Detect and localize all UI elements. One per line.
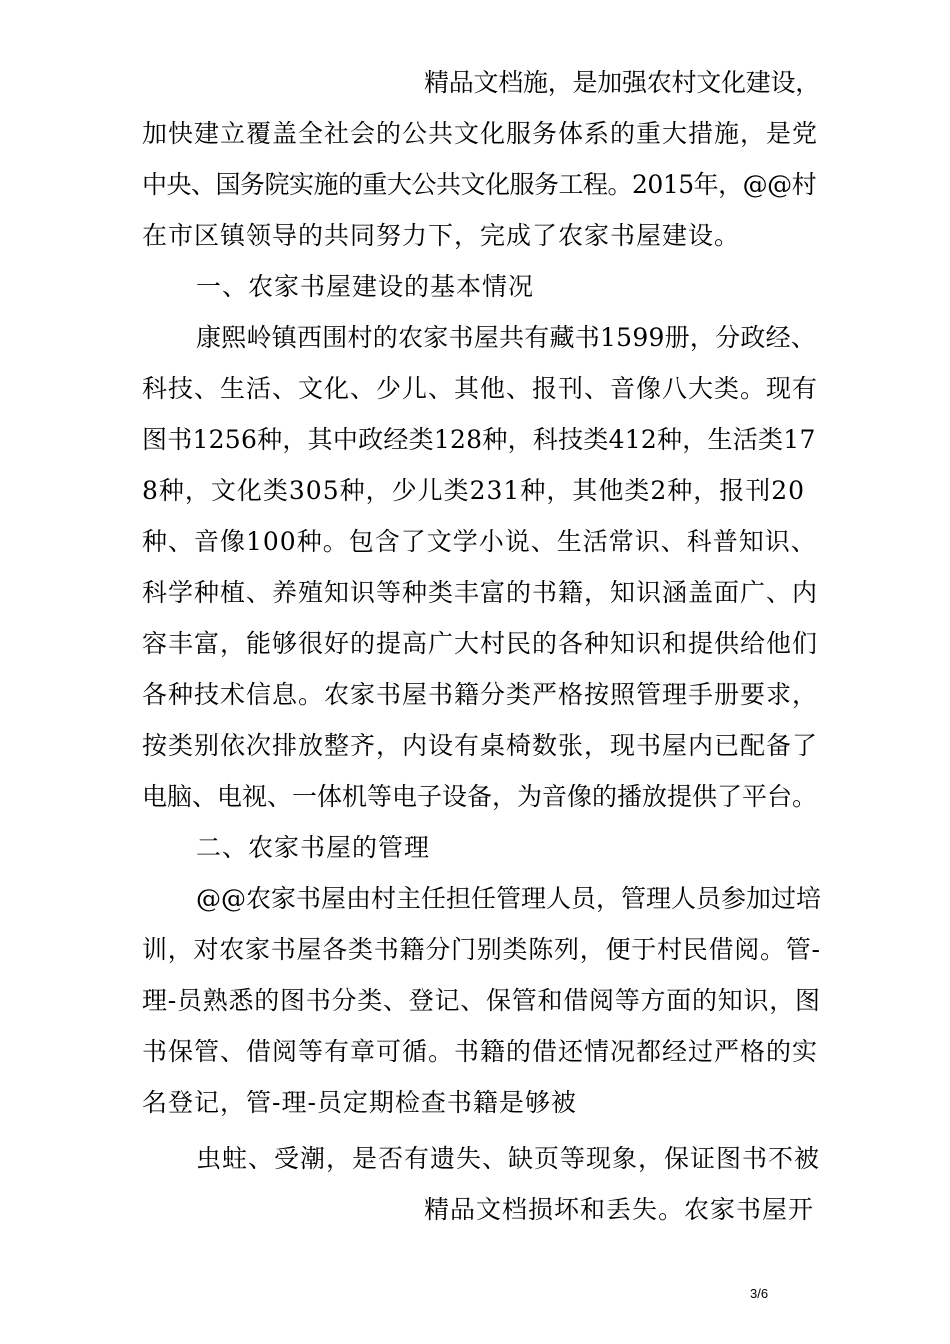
text-line-8: 图书1256种，其中政经类128种，科技类412种，生活类17 xyxy=(142,425,816,454)
text-line-12: 容丰富，能够很好的提高广大村民的各种知识和提供给他们 xyxy=(142,629,819,658)
text-line-10: 种、音像100种。包含了文学小说、生活常识、科普知识、 xyxy=(142,527,817,556)
text-line-22: 虫蛀、受潮，是否有遗失、缺页等现象，保证图书不被 xyxy=(196,1144,821,1173)
page-number: 3/6 xyxy=(750,1286,769,1301)
text-line-13: 各种技术信息。农家书屋书籍分类严格按照管理手册要求， xyxy=(142,680,819,709)
section-heading-2: 二、农家书屋的管理 xyxy=(196,833,431,862)
text-line-11: 科学种植、养殖知识等种类丰富的书籍，知识涵盖面广、内 xyxy=(142,578,819,607)
text-line-14: 按类别依次排放整齐，内设有桌椅数张，现书屋内已配备了 xyxy=(142,731,819,760)
text-line-3: 中央、国务院实施的重大公共文化服务工程。2015年，@@村 xyxy=(142,170,817,199)
text-line-1: 精品文档施，是加强农村文化建设， xyxy=(424,68,821,97)
text-line-6: 康熙岭镇西围村的农家书屋共有藏书1599册，分政经、 xyxy=(196,323,817,352)
text-line-18: 训，对农家书屋各类书籍分门别类陈列，便于村民借阅。管- xyxy=(142,935,821,964)
text-line-23: 精品文档损坏和丢失。农家书屋开 xyxy=(424,1195,815,1224)
text-line-7: 科技、生活、文化、少儿、其他、报刊、音像八大类。现有 xyxy=(142,374,819,403)
text-line-15: 电脑、电视、一体机等电子设备，为音像的播放提供了平台。 xyxy=(142,782,818,811)
section-heading-1: 一、农家书屋建设的基本情况 xyxy=(196,272,535,301)
text-line-4: 在市区镇领导的共同努力下，完成了农家书屋建设。 xyxy=(142,221,741,250)
text-line-20: 书保管、借阅等有章可循。书籍的借还情况都经过严格的实 xyxy=(142,1037,819,1066)
text-line-21: 名登记，管-理-员定期检查书籍是够被 xyxy=(142,1088,577,1117)
text-line-17: @@农家书屋由村主任担任管理人员，管理人员参加过培 xyxy=(196,884,822,913)
text-line-19: 理-员熟悉的图书分类、登记、保管和借阅等方面的知识，图 xyxy=(142,986,821,1015)
text-line-9: 8种，文化类305种，少儿类231种，其他类2种，报刊20 xyxy=(142,476,806,505)
text-line-2: 加快建立覆盖全社会的公共文化服务体系的重大措施，是党 xyxy=(142,119,819,148)
